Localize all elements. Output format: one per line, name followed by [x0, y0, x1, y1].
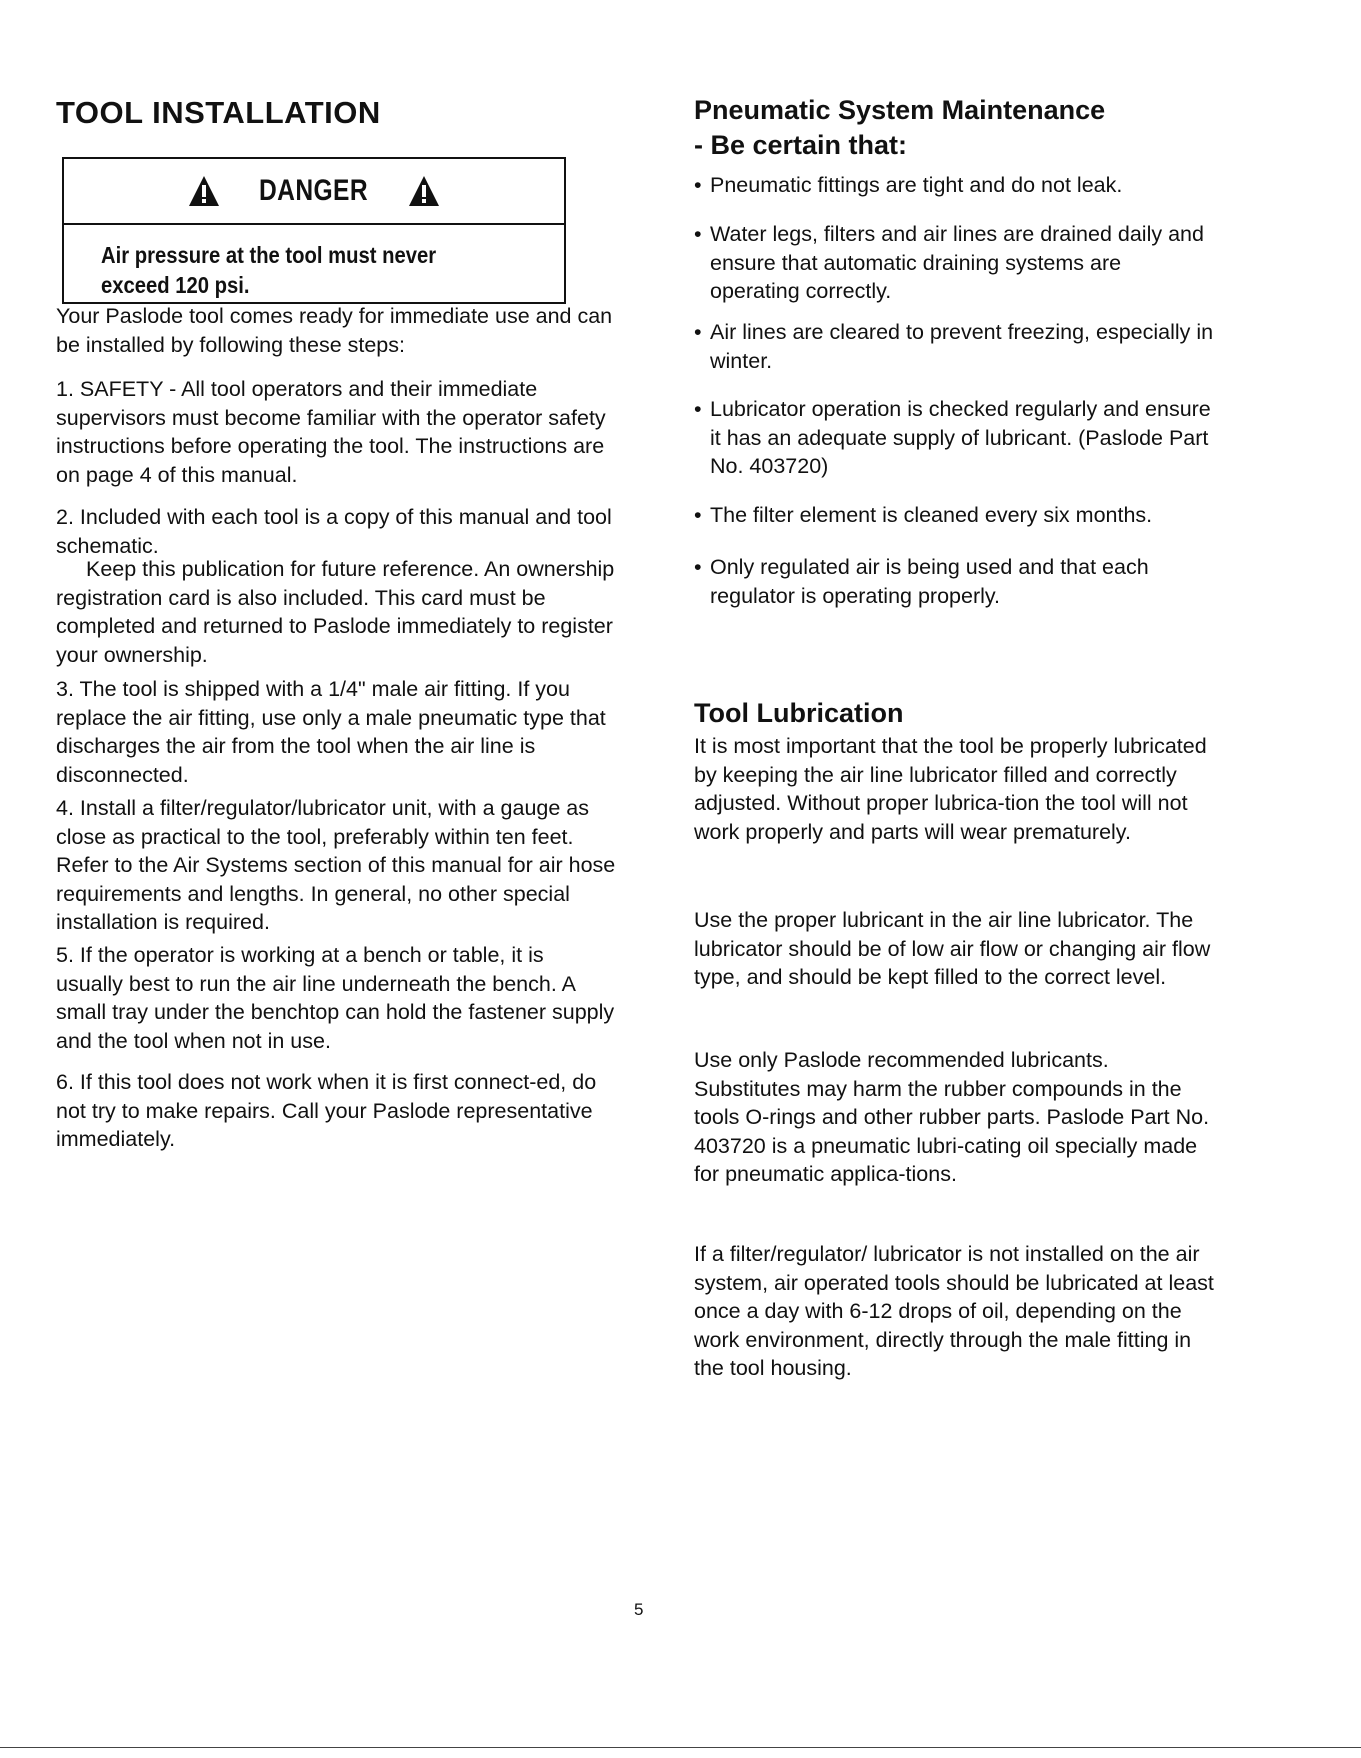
list-item-text: Pneumatic fittings are tight and do not leak. — [710, 173, 1123, 197]
subheading-tool-lubrication: Tool Lubrication — [694, 698, 904, 728]
list-item — [694, 171, 1214, 200]
title-line-1: Pneumatic System Maintenance — [694, 95, 1106, 125]
step-2-continued: Keep this publication for future reference. An ownership registration card is also included. This card must be completed and returned to Paslode immediately to register your ownership. — [56, 557, 615, 667]
bullet-icon: • — [694, 173, 702, 197]
danger-label: DANGER — [259, 174, 369, 207]
step-1: 1. SAFETY - All tool operators and their immediate supervisors must become familiar with the operator safety instructions before operating the tool. The instructions are on page 4 of this manual. — [56, 377, 606, 487]
list-item-text: Lubricator operation is checked regularly and ensure it has an adequate supply of lubricant. (Paslode Part No. 403720) — [710, 397, 1211, 478]
bullet-icon: • — [694, 320, 702, 344]
warning-triangle-icon — [407, 174, 441, 208]
bullet-icon: • — [694, 555, 702, 579]
title-line-2: - Be certain that: — [694, 130, 908, 160]
section-title-tool-installation: TOOL INSTALLATION — [56, 95, 381, 130]
lubrication-paragraph-3: Use only Paslode recommended lubricants. Substitutes may harm the rubber compounds in the tools O-rings and other rubber parts. Paslode Part No. 403720 is a pneumatic lubri-cating oil specially made for pneumatic applica-tions. — [694, 1048, 1210, 1186]
danger-message — [64, 225, 559, 300]
list-item — [694, 553, 1214, 610]
step-5: 5. If the operator is working at a bench or table, it is usually best to run the air line underneath the bench. A small tray under the benchtop can hold the fastener supply and the tool when not in use. — [56, 943, 615, 1053]
step-6: 6. If this tool does not work when it is first connect-ed, do not try to make repairs. Call your Paslode representative immediately. — [56, 1070, 597, 1151]
step-3: 3. The tool is shipped with a 1/4" male air fitting. If you replace the air fitting, use only a male pneumatic type that discharges the air from the tool when the air line is disconnected. — [56, 677, 606, 787]
list-item — [694, 220, 1214, 306]
page-number: 5 — [634, 1600, 644, 1619]
danger-box — [62, 157, 566, 304]
list-item — [694, 318, 1214, 375]
bullet-icon: • — [694, 222, 702, 246]
list-item — [694, 501, 1214, 530]
lubrication-paragraph-2: Use the proper lubricant in the air line lubricator. The lubricator should be of low air flow or changing air flow type, and should be kept filled to the correct level. — [694, 908, 1211, 989]
list-item-text: Water legs, filters and air lines are drained daily and ensure that automatic draining systems are operating correctly. — [710, 222, 1204, 303]
bottom-rule — [0, 1747, 1361, 1748]
danger-message-line-1: Air pressure at the tool must never — [100, 242, 437, 268]
step-4: 4. Install a filter/regulator/lubricator unit, with a gauge as close as practical to the tool, preferably within ten feet. Refer to the Air Systems section of this manual for air hose requirements and lengths. In general, no other special installation is required. — [56, 796, 616, 934]
list-item-text: Only regulated air is being used and that each regulator is operating properly. — [710, 555, 1149, 608]
warning-triangle-icon — [187, 174, 221, 208]
lubrication-paragraph-4: If a filter/regulator/ lubricator is not installed on the air system, air operated tools should be lubricated at least once a day with 6-12 drops of oil, depending on the work environment, directly through the male fitting in the tool housing. — [694, 1242, 1214, 1380]
bullet-icon: • — [694, 397, 702, 421]
danger-header — [64, 159, 564, 225]
danger-message-line-2: exceed 120 psi. — [100, 272, 250, 298]
bullet-icon: • — [694, 503, 702, 527]
list-item-text: Air lines are cleared to prevent freezing, especially in winter. — [710, 320, 1214, 373]
section-title-pneumatic-maintenance — [694, 93, 1105, 163]
lubrication-paragraph-1: It is most important that the tool be properly lubricated by keeping the air line lubricator filled and correctly adjusted. Without proper lubrica-tion the tool will not work properly and parts will wear prematurely. — [694, 734, 1207, 844]
intro-paragraph: Your Paslode tool comes ready for immediate use and can be installed by following these steps: — [56, 304, 613, 357]
step-2: 2. Included with each tool is a copy of this manual and tool schematic. — [56, 505, 612, 558]
list-item-text: The filter element is cleaned every six months. — [710, 503, 1153, 527]
list-item — [694, 395, 1214, 481]
